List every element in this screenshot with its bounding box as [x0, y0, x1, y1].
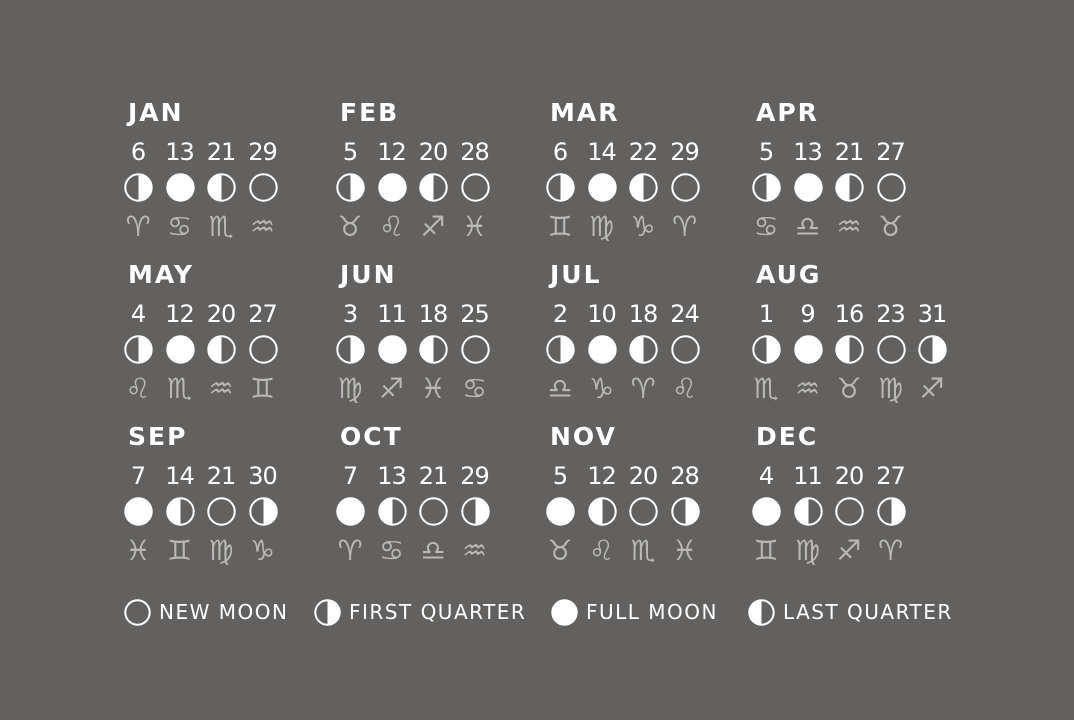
last-quarter-icon — [794, 497, 823, 531]
last-quarter-icon — [835, 335, 864, 369]
zodiac-sign-icon: ♋ — [461, 372, 488, 405]
zodiac-sign-icon: ♑ — [588, 372, 615, 405]
month-name: JAN — [128, 98, 184, 127]
first-quarter-icon — [124, 173, 153, 207]
first-quarter-icon — [124, 335, 153, 369]
zodiac-sign-icon: ♒ — [461, 534, 488, 567]
phase-date: 6 — [130, 138, 146, 166]
last-quarter-icon — [629, 335, 658, 369]
phase-date: 18 — [628, 300, 658, 328]
phase-date: 1 — [758, 300, 774, 328]
last-quarter-icon — [207, 173, 236, 207]
phase-date: 27 — [876, 462, 905, 490]
zodiac-sign-icon: ♊ — [547, 210, 573, 243]
first-quarter-icon — [752, 335, 781, 369]
zodiac-sign-icon: ♊ — [166, 534, 193, 567]
phase-date: 20 — [628, 462, 658, 490]
legend-label: FULL MOON — [586, 600, 718, 624]
zodiac-sign-icon: ♈ — [630, 372, 656, 405]
zodiac-sign-icon: ♍ — [337, 372, 363, 405]
zodiac-sign-icon: ♓ — [671, 534, 698, 567]
first-quarter-icon — [877, 497, 906, 531]
month-name: MAR — [550, 98, 620, 127]
zodiac-sign-icon: ♌ — [588, 534, 615, 567]
phase-date: 21 — [206, 138, 236, 166]
phase-date: 9 — [800, 300, 815, 328]
legend-label: LAST QUARTER — [783, 600, 953, 624]
legend-label: FIRST QUARTER — [349, 600, 527, 624]
zodiac-sign-icon: ♌ — [378, 210, 405, 243]
zodiac-sign-icon: ♋ — [753, 210, 779, 243]
zodiac-sign-icon: ♑ — [630, 210, 656, 243]
zodiac-sign-icon: ♎ — [420, 534, 446, 567]
new-moon-icon — [207, 497, 236, 531]
phase-date: 11 — [793, 462, 822, 490]
zodiac-sign-icon: ♒ — [794, 372, 821, 405]
last-quarter-icon — [588, 497, 617, 531]
phase-date: 21 — [418, 462, 448, 490]
zodiac-sign-icon: ♌ — [671, 372, 698, 405]
phase-date: 20 — [206, 300, 236, 328]
phase-date: 5 — [342, 138, 358, 166]
zodiac-sign-icon: ♉ — [836, 372, 862, 405]
phase-date: 7 — [342, 462, 358, 490]
phase-date: 21 — [206, 462, 236, 490]
phase-date: 20 — [834, 462, 864, 490]
zodiac-sign-icon: ♈ — [125, 210, 151, 243]
phase-date: 20 — [418, 138, 448, 166]
last-quarter-icon — [629, 173, 658, 207]
first-quarter-icon — [546, 173, 575, 207]
phase-date: 10 — [587, 300, 616, 328]
phase-date: 30 — [248, 462, 277, 490]
phase-date: 13 — [377, 462, 406, 490]
phase-date: 28 — [670, 462, 699, 490]
first-quarter-icon — [461, 497, 490, 531]
zodiac-sign-icon: ♎ — [547, 372, 573, 405]
zodiac-sign-icon: ♉ — [337, 210, 363, 243]
phase-date: 29 — [460, 462, 489, 490]
first-quarter-icon — [336, 173, 365, 207]
full-moon-icon — [166, 335, 195, 369]
month-name: JUL — [550, 260, 602, 289]
last-quarter-icon — [378, 497, 407, 531]
phase-date: 4 — [758, 462, 774, 490]
first-quarter-icon — [671, 497, 700, 531]
phase-date: 14 — [165, 462, 194, 490]
zodiac-sign-icon: ♏ — [166, 372, 193, 405]
zodiac-sign-icon: ♒ — [836, 210, 862, 243]
month-name: MAY — [128, 260, 194, 289]
phase-date: 18 — [418, 300, 448, 328]
phase-date: 29 — [248, 138, 277, 166]
full-moon-icon — [166, 173, 195, 207]
zodiac-sign-icon: ♋ — [378, 534, 405, 567]
zodiac-sign-icon: ♒ — [208, 372, 234, 405]
zodiac-sign-icon: ♎ — [794, 210, 821, 243]
phase-date: 4 — [130, 300, 146, 328]
zodiac-sign-icon: ♋ — [166, 210, 193, 243]
new-moon-icon — [877, 335, 906, 369]
phase-date: 27 — [876, 138, 905, 166]
phase-date: 25 — [460, 300, 489, 328]
new-moon-icon — [629, 497, 658, 531]
first-quarter-icon — [249, 497, 278, 531]
month-name: AUG — [756, 260, 822, 289]
full-moon-icon — [794, 335, 823, 369]
last-quarter-icon — [166, 497, 195, 531]
month-name: JUN — [340, 260, 397, 289]
full-moon-icon — [336, 497, 365, 531]
zodiac-sign-icon: ♓ — [420, 372, 446, 405]
zodiac-sign-icon: ♍ — [588, 210, 615, 243]
full-moon-icon — [378, 173, 407, 207]
full-moon-icon — [588, 335, 617, 369]
last-quarter-icon — [835, 173, 864, 207]
last-quarter-icon — [419, 173, 448, 207]
month-name: DEC — [756, 422, 819, 451]
zodiac-sign-icon: ♓ — [125, 534, 151, 567]
phase-date: 31 — [917, 300, 947, 328]
zodiac-sign-icon: ♉ — [547, 534, 573, 567]
zodiac-sign-icon: ♊ — [249, 372, 276, 405]
zodiac-sign-icon: ♈ — [877, 534, 904, 567]
phase-date: 5 — [552, 462, 568, 490]
first-quarter-icon — [336, 335, 365, 369]
last-quarter-icon — [207, 335, 236, 369]
zodiac-sign-icon: ♈ — [337, 534, 363, 567]
phase-date: 3 — [342, 300, 358, 328]
month-name: OCT — [340, 422, 403, 451]
first-quarter-icon — [752, 173, 781, 207]
phase-date: 13 — [165, 138, 194, 166]
phase-date: 27 — [248, 300, 277, 328]
zodiac-sign-icon: ♐ — [378, 372, 405, 405]
new-moon-icon — [835, 497, 864, 531]
zodiac-sign-icon: ♐ — [836, 534, 862, 567]
phase-date: 22 — [628, 138, 658, 166]
phase-date: 21 — [834, 138, 864, 166]
first-quarter-icon — [546, 335, 575, 369]
zodiac-sign-icon: ♍ — [208, 534, 234, 567]
new-moon-icon — [877, 173, 906, 207]
phase-date: 12 — [165, 300, 194, 328]
phase-date: 7 — [130, 462, 146, 490]
full-moon-icon — [752, 497, 781, 531]
new-moon-icon — [419, 497, 448, 531]
zodiac-sign-icon: ♈ — [671, 210, 698, 243]
zodiac-sign-icon: ♒ — [249, 210, 276, 243]
new-moon-icon — [671, 173, 700, 207]
last-quarter-icon — [419, 335, 448, 369]
full-moon-icon — [794, 173, 823, 207]
new-moon-icon — [671, 335, 700, 369]
zodiac-sign-icon: ♏ — [208, 210, 234, 243]
full-moon-icon — [124, 497, 153, 531]
zodiac-sign-icon: ♍ — [794, 534, 821, 567]
new-moon-icon — [461, 335, 490, 369]
zodiac-sign-icon: ♊ — [753, 534, 779, 567]
full-moon-icon — [378, 335, 407, 369]
zodiac-sign-icon: ♐ — [919, 372, 945, 405]
first-quarter-icon — [918, 335, 947, 369]
phase-date: 12 — [587, 462, 616, 490]
zodiac-sign-icon: ♏ — [630, 534, 656, 567]
legend-label: NEW MOON — [159, 600, 289, 624]
phase-date: 16 — [834, 300, 864, 328]
month-name: FEB — [340, 98, 400, 127]
phase-date: 12 — [377, 138, 406, 166]
new-moon-icon — [249, 173, 278, 207]
zodiac-sign-icon: ♏ — [753, 372, 779, 405]
phase-date: 6 — [552, 138, 568, 166]
zodiac-sign-icon: ♍ — [877, 372, 904, 405]
phase-date: 11 — [377, 300, 406, 328]
month-name: NOV — [550, 422, 617, 451]
phase-date: 24 — [670, 300, 699, 328]
phase-date: 29 — [670, 138, 699, 166]
new-moon-icon — [461, 173, 490, 207]
new-moon-icon — [249, 335, 278, 369]
full-moon-icon — [588, 173, 617, 207]
phase-date: 5 — [758, 138, 774, 166]
full-moon-icon — [546, 497, 575, 531]
phase-date: 2 — [552, 300, 568, 328]
phase-date: 23 — [876, 300, 905, 328]
phase-date: 13 — [793, 138, 822, 166]
zodiac-sign-icon: ♐ — [420, 210, 446, 243]
zodiac-sign-icon: ♉ — [877, 210, 904, 243]
zodiac-sign-icon: ♓ — [461, 210, 488, 243]
phase-date: 14 — [587, 138, 616, 166]
month-name: SEP — [128, 422, 188, 451]
month-name: APR — [756, 98, 819, 127]
zodiac-sign-icon: ♑ — [249, 534, 276, 567]
phase-date: 28 — [460, 138, 489, 166]
zodiac-sign-icon: ♌ — [125, 372, 151, 405]
